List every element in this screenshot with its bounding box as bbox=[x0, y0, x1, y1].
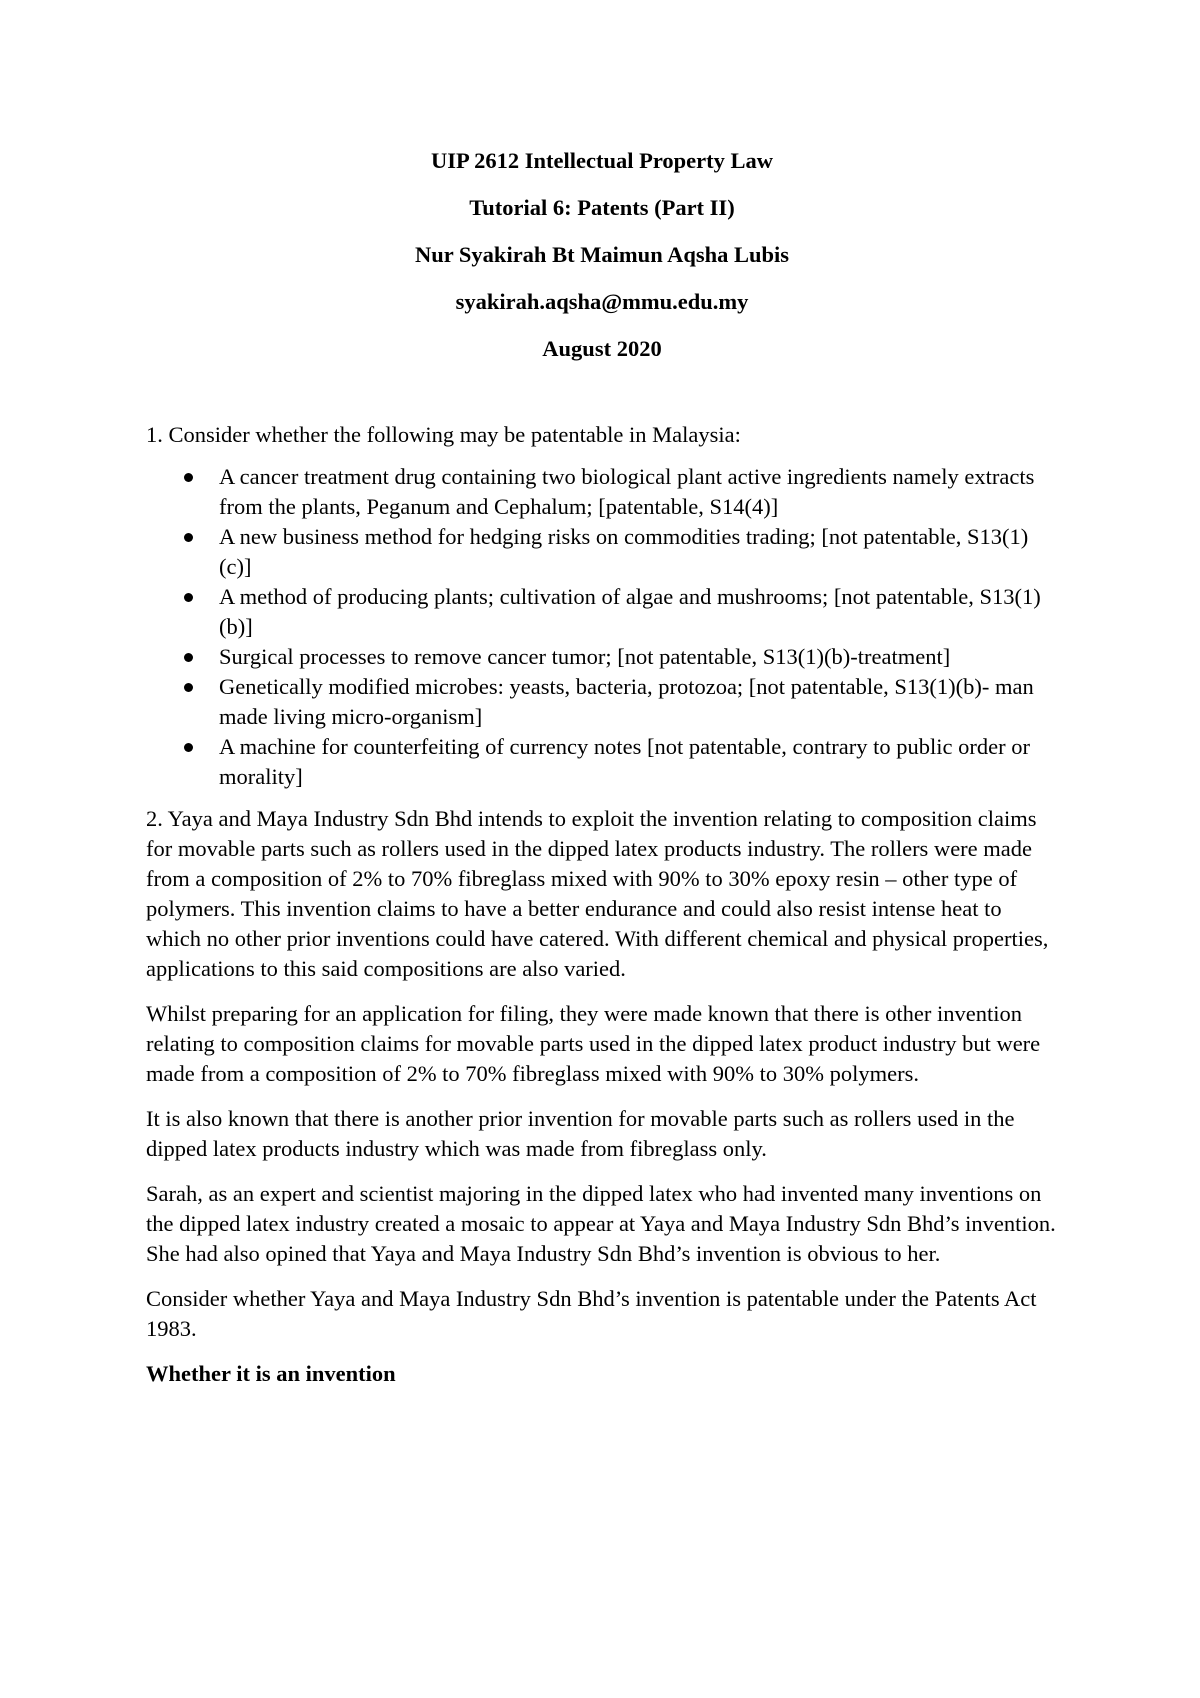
list-item bbox=[146, 642, 1058, 672]
question-2-paragraph: 2. Yaya and Maya Industry Sdn Bhd intends to exploit the invention relating to composition claims for movable parts such as rollers used in the dipped latex products industry. The rollers were made from a composition of 2% to 70% fibreglass mixed with 90% to 30% epoxy resin – other type of polymers. This invention claims to have a better endurance and could also resist intense heat to which no other prior inventions could have catered. With different chemical and physical properties, applications to this said compositions are also varied. bbox=[146, 806, 1049, 981]
list-item-text: A cancer treatment drug containing two biological plant active ingredients namely extracts from the plants, Peganum and Cephalum; [patentable, S14(4)] bbox=[219, 464, 1035, 519]
bullet-icon bbox=[184, 683, 193, 692]
question-1-intro: 1. Consider whether the following may be patentable in Malaysia: bbox=[146, 422, 741, 447]
bullet-icon bbox=[184, 473, 193, 482]
list-item bbox=[146, 582, 1058, 642]
section-heading: Whether it is an invention bbox=[146, 1361, 396, 1386]
list-item bbox=[146, 462, 1058, 522]
bullet-icon bbox=[184, 533, 193, 542]
list-item bbox=[146, 672, 1058, 732]
list-item-text: Surgical processes to remove cancer tumor; [not patentable, S13(1)(b)-treatment] bbox=[219, 644, 951, 669]
question-1-list bbox=[146, 462, 1058, 792]
course-title: UIP 2612 Intellectual Property Law bbox=[430, 148, 774, 173]
bullet-icon bbox=[184, 653, 193, 662]
question-2-paragraph: It is also known that there is another prior invention for movable parts such as rollers used in the dipped latex products industry which was made from fibreglass only. bbox=[146, 1106, 1015, 1161]
tutorial-title: Tutorial 6: Patents (Part II) bbox=[469, 195, 735, 220]
question-2-paragraph: Consider whether Yaya and Maya Industry Sdn Bhd’s invention is patentable under the Patents Act 1983. bbox=[146, 1286, 1037, 1341]
list-item-text: Genetically modified microbes: yeasts, bacteria, protozoa; [not patentable, S13(1)(b)- man made living micro-organism] bbox=[219, 674, 1034, 729]
question-2-paragraph: Whilst preparing for an application for filing, they were made known that there is other invention relating to composition claims for movable parts used in the dipped latex product industry but were made from a composition of 2% to 70% fibreglass mixed with 90% to 30% polymers. bbox=[146, 1001, 1041, 1086]
list-item-text: A machine for counterfeiting of currency notes [not patentable, contrary to public order or morality] bbox=[219, 734, 1030, 789]
bullet-icon bbox=[184, 743, 193, 752]
list-item bbox=[146, 522, 1058, 582]
bullet-icon bbox=[184, 593, 193, 602]
author-name: Nur Syakirah Bt Maimun Aqsha Lubis bbox=[414, 242, 790, 267]
author-email: syakirah.aqsha@mmu.edu.my bbox=[455, 289, 749, 314]
document-header bbox=[146, 146, 1058, 364]
list-item-text: A new business method for hedging risks on commodities trading; [not patentable, S13(1)(c)] bbox=[219, 524, 1029, 579]
list-item-text: A method of producing plants; cultivation of algae and mushrooms; [not patentable, S13(1)(b)] bbox=[219, 584, 1041, 639]
list-item bbox=[146, 732, 1058, 792]
question-2-paragraph: Sarah, as an expert and scientist majoring in the dipped latex who had invented many inventions on the dipped latex industry created a mosaic to appear at Yaya and Maya Industry Sdn Bhd’s invention. She had also opined that Yaya and Maya Industry Sdn Bhd’s invention is obvious to her. bbox=[146, 1181, 1056, 1266]
document-date: August 2020 bbox=[542, 336, 662, 361]
header-spacer bbox=[146, 364, 1058, 420]
